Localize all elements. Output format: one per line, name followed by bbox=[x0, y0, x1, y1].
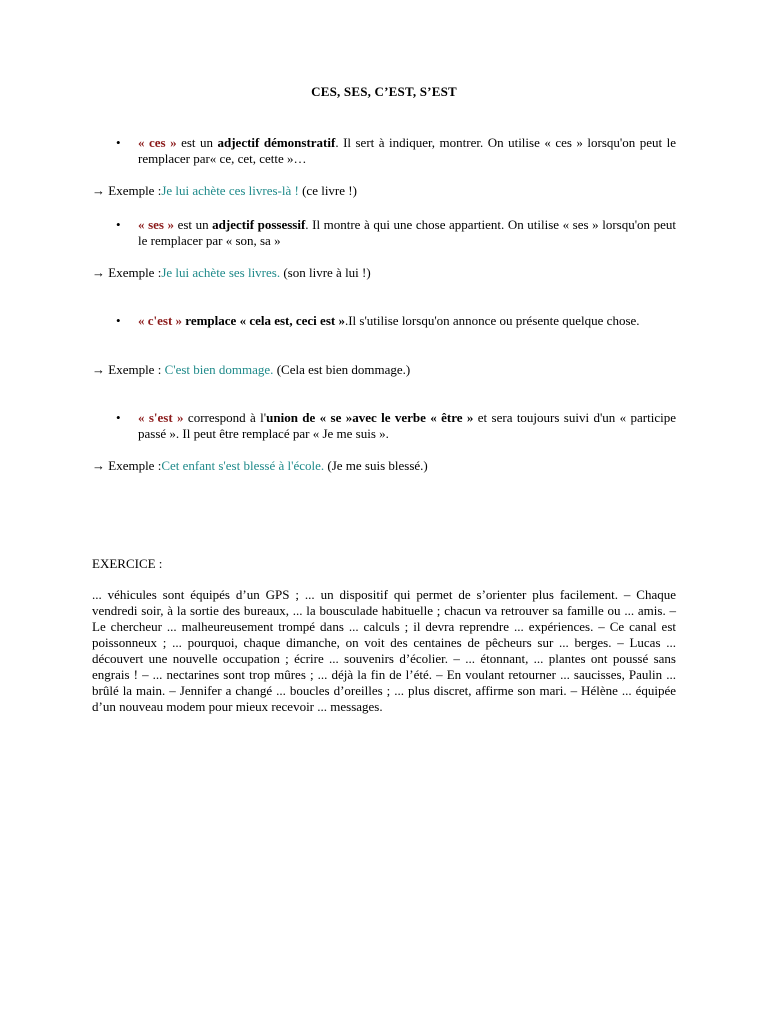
example-note: (ce livre !) bbox=[298, 183, 357, 198]
example-sentence: Cet enfant s'est blessé à l'école. bbox=[161, 458, 325, 473]
bullet-dot: • bbox=[116, 135, 121, 150]
rule-text: et sera toujours suivi d'un « participe passé ». Il peut être remplacé par « Je me suis ». bbox=[138, 410, 676, 441]
example-cest bbox=[92, 362, 692, 378]
rule-text: correspond à l' bbox=[183, 410, 267, 425]
page-title: CES, SES, C’EST, S’EST bbox=[311, 84, 457, 99]
example-sentence: Je lui achète ces livres-là ! bbox=[161, 183, 299, 198]
keyword-ses: « ses » bbox=[138, 217, 175, 232]
example-prefix: → Exemple : bbox=[92, 362, 165, 377]
example-ses bbox=[92, 265, 692, 281]
keyword-sest: « s'est » bbox=[138, 410, 184, 425]
keyword-ces: « ces » bbox=[138, 135, 177, 150]
example-note: (Cela est bien dommage.) bbox=[273, 362, 411, 377]
example-note: (Je me suis blessé.) bbox=[324, 458, 428, 473]
rule-ses bbox=[116, 217, 676, 249]
example-prefix: → Exemple : bbox=[92, 183, 162, 198]
example-note: (son livre à lui !) bbox=[280, 265, 371, 280]
rule-term: union de « se »avec le verbe « être » bbox=[266, 410, 474, 425]
example-sentence: C'est bien dommage. bbox=[164, 362, 274, 377]
rule-term: adjectif démonstratif bbox=[217, 135, 336, 150]
example-prefix: → Exemple : bbox=[92, 265, 162, 280]
rule-text: est un bbox=[176, 135, 218, 150]
example-prefix: → Exemple : bbox=[92, 458, 162, 473]
rule-text: est un bbox=[174, 217, 213, 232]
bullet-dot: • bbox=[116, 313, 121, 328]
keyword-cest: « c'est » bbox=[138, 313, 183, 328]
bullet-dot: • bbox=[116, 410, 121, 425]
exercise-text: ... véhicules sont équipés d’un GPS ; ... un dispositif qui permet de s’orienter plus facilement. – Chaque vendredi soir, à la sortie des bureaux, ... la bousculade habituelle ; chacun va retrouver sa famille ou ... amis. – Le chercheur ... malheureusement trompé dans ... calculs ; il devra reprendre ... expériences. – Ce canal est poissonneux ; ... pourquoi, chaque dimanche, on voit des centaines de pêcheurs sur ... berges. – Lucas ... découvert une nouvelle occupation ; écrire ... souvenirs d’écolier. – ... étonnant, ... plantes ont poussé sans engrais ! – ... nectarines sont trop mûres ; ... déjà la fin de l’été. – En voulant retourner ... saucisses, Paulin ... brûlé la main. – Jennifer a changé ... boucles d’oreilles ; ... plus discret, affirme son mari. – Hélène ... équipée d’un nouveau modem pour mieux recevoir ... messages. bbox=[92, 587, 676, 714]
exercise-heading: EXERCICE : bbox=[92, 556, 163, 571]
rule-text: . Il montre à qui une chose appartient. On utilise « ses » lorsqu'on peut le remplacer par « son, sa » bbox=[138, 217, 676, 248]
rule-term: adjectif possessif bbox=[212, 217, 306, 232]
rule-ces bbox=[116, 135, 676, 167]
example-sest bbox=[92, 458, 692, 474]
rule-text: . Il sert à indiquer, montrer. On utilise « ces » lorsqu'on peut le remplacer par« ce, cet, cette »… bbox=[138, 135, 676, 166]
rule-term: remplace « cela est, ceci est » bbox=[182, 313, 345, 328]
example-ces bbox=[92, 183, 692, 199]
rule-text: .Il s'utilise lorsqu'on annonce ou présente quelque chose. bbox=[344, 313, 640, 328]
rule-cest bbox=[116, 313, 676, 329]
bullet-dot: • bbox=[116, 217, 121, 232]
example-sentence: Je lui achète ses livres. bbox=[161, 265, 281, 280]
rule-sest bbox=[116, 410, 676, 442]
